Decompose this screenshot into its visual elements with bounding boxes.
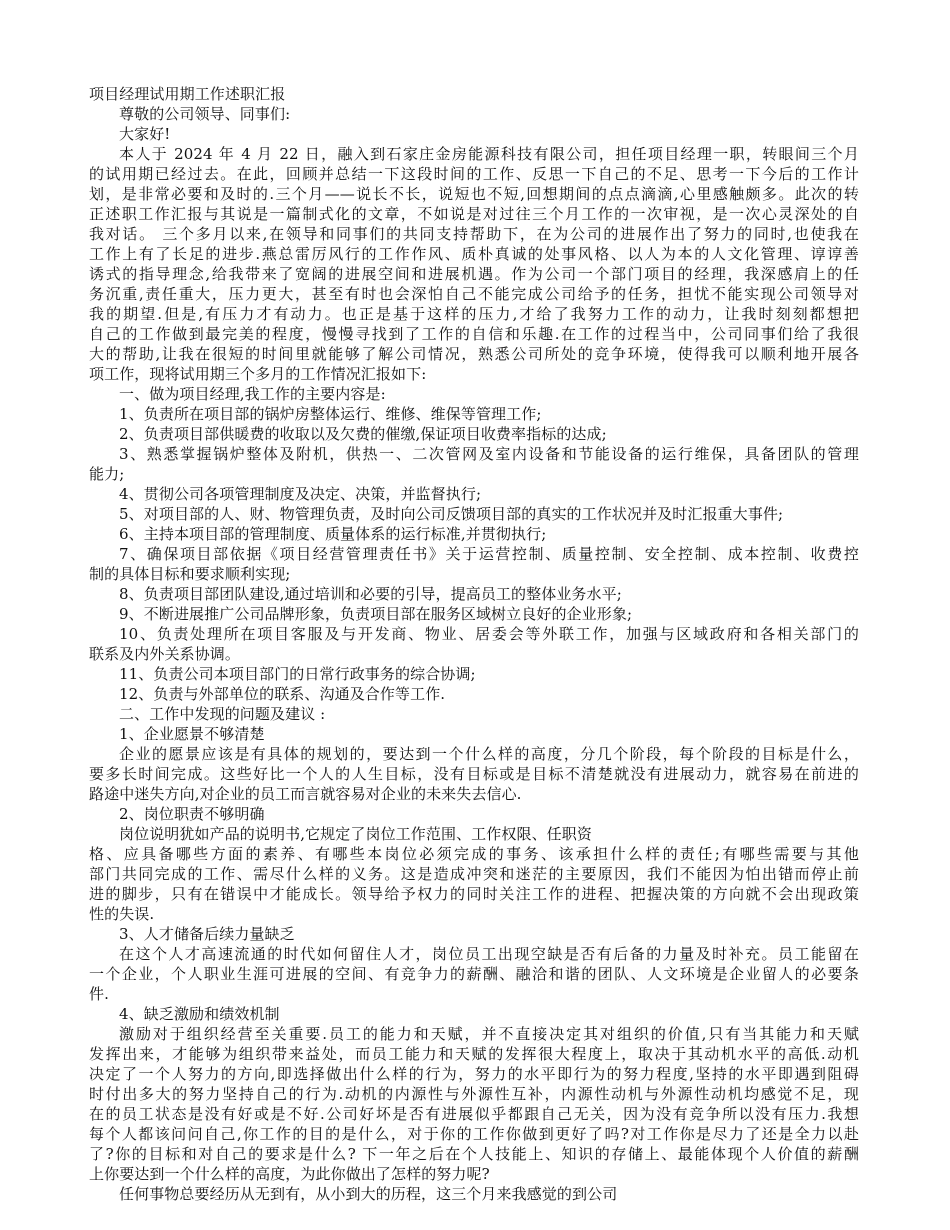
text-line: 路途中迷失方向,对企业的员工而言就容易对企业的未来失去信心. [89,785,522,803]
text-line: 11、负责公司本项目部门的日常行政事务的综合协调; [119,665,476,683]
text-line: 发挥出来，才能够为组织带来益处，而员工能力和天赋的发挥很大程度上，取决于其动机水平的高低.动机 [89,1045,859,1063]
text-line: 企业的愿景应该是有具体的规划的，要达到一个什么样的高度，分几个阶段，每个阶段的目标是什么， [119,745,859,763]
text-line: 诱式的指导理念,给我带来了宽阔的进展空间和进展机遇。作为公司一个部门项目的经理，我深感肩上的任 [89,265,859,283]
text-line: 格、应具备哪些方面的素养、有哪些本岗位必须完成的事务、该承担什么样的责任;有哪些需要与其他 [89,845,859,863]
text-line: 一、做为项目经理,我工作的主要内容是: [119,385,386,403]
text-line: 件. [89,985,109,1003]
text-line: 我的期望.但是,有压力才有动力。也正是基于这样的压力,才给了我努力工作的动力，让我时刻刻都想把 [89,305,859,323]
text-line: 1、企业愿景不够清楚 [119,725,265,743]
text-line: 5、对项目部的人、财、物管理负责，及时向公司反馈项目部的真实的工作状况并及时汇报重大事件; [119,505,784,523]
text-line: 一个企业，个人职业生涯可进展的空间、有竞争力的薪酬、融洽和谐的团队、人文环境是企业留人的必要条 [89,965,859,983]
text-line: 每个人都该问问自己,你工作的目的是什么，对于你的工作你做到更好了吗?对工作你是尽力了还是全力以赴 [89,1125,859,1143]
text-line: 制的具体目标和要求顺利实现; [89,565,291,583]
text-line: 4、贯彻公司各项管理制度及决定、决策，并监督执行; [119,485,482,503]
text-line: 了?你的目标和对自己的要求是什么? 下一年之后在个人技能上、知识的存储上、最能体现个人价值的薪酬 [89,1145,859,1163]
text-line: 6、主持本项目部的管理制度、质量体系的运行标准,并贯彻执行; [119,525,547,543]
text-line: 部门共同完成的工作、需尽什么样的义务。这是造成冲突和迷茫的主要原因，我们不能因为怕出错而停止前 [89,865,859,883]
text-line: 9、不断进展推广公司品牌形象，负责项目部在服务区域树立良好的企业形象; [119,605,633,623]
text-line: 4、缺乏激励和绩效机制 [119,1005,280,1023]
text-line: 进的脚步，只有在错误中才能成长。领导给予权力的同时关注工作的进程、把握决策的方向就不会出现政策 [89,885,859,903]
text-line: 尊敬的公司领导、同事们: [119,105,291,123]
text-line: 在这个人才高速流通的时代如何留住人才，岗位员工出现空缺是否有后备的力量及时补充。员工能留在 [119,945,859,963]
text-line: 时付出多大的努力坚持自己的行为.动机的内源性与外源性互补，内源性动机与外源性动机均感觉不足，现 [89,1085,859,1103]
text-line: 务沉重,责任重大，压力更大，甚至有时也会深怕自己不能完成公司给予的任务，担忧不能实现公司领导对 [89,285,859,303]
text-line: 10、负责处理所在项目客服及与开发商、物业、居委会等外联工作，加强与区域政府和各相关部门的 [119,625,859,643]
text-line: 自己的工作做到最完美的程度，慢慢寻找到了工作的自信和乐趣.在工作的过程当中，公司同事们给了我很 [89,325,859,343]
text-line: 上你要达到一个什么样的高度，为此你做出了怎样的努力呢? [89,1165,490,1183]
text-line: 7、确保项目部依据《项目经营管理责任书》关于运营控制、质量控制、安全控制、成本控制、收费控 [119,545,859,563]
text-line: 项工作，现将试用期三个多月的工作情况汇报如下: [89,365,427,383]
text-line: 决定了一个人努力的方向,即选择做出什么样的行为，努力的水平即行为的努力程度,坚持的水平即遇到阻碍 [89,1065,859,1083]
text-line: 2、负责项目部供暖费的收取以及欠费的催缴,保证项目收费率指标的达成; [119,425,607,443]
text-line: 1、负责所在项目部的锅炉房整体运行、维修、维保等管理工作; [119,405,542,423]
text-line: 大的帮助,让我在很短的时间里就能够了解公司情况，熟悉公司所处的竞争环境，使得我可以顺利地开展各 [89,345,859,363]
text-line: 2、岗位职责不够明确 [119,805,265,823]
text-line: 能力; [89,465,125,483]
text-line: 我对话。 三个多月以来,在领导和同事们的共同支持帮助下，在为公司的进展作出了努力的同时,也使我在 [89,225,859,243]
text-line: 本人于 2024 年 4 月 22 日，融入到石家庄金房能源科技有限公司，担任项目经理一职，转眼间三个月 [119,145,859,163]
document-body [89,84,859,1204]
text-line: 大家好! [119,125,171,143]
document-title: 项目经理试用期工作述职汇报 [89,85,286,103]
text-line: 在的员工状态是没有好或是不好.公司好坏是否有进展似乎都跟自己无关，因为没有竞争所以没有压力.我想 [89,1105,859,1123]
text-line: 联系及内外关系协调。 [89,645,241,663]
text-line: 的试用期已经过去。在此，回顾并总结一下这段时间的工作、反思一下自己的不足、思考一下今后的工作计 [89,165,859,183]
text-line: 岗位说明犹如产品的说明书,它规定了岗位工作范围、工作权限、任职资 [119,825,592,843]
text-line: 激励对于组织经营至关重要.员工的能力和天赋，并不直接决定其对组织的价值,只有当其能力和天赋 [119,1025,859,1043]
text-line: 任何事物总要经历从无到有，从小到大的历程，这三个月来我感觉的到公司 [119,1185,618,1203]
text-line: 8、负责项目部团队建设,通过培训和必要的引导，提高员工的整体业务水平; [119,585,622,603]
text-line: 12、负责与外部单位的联系、沟通及合作等工作. [119,685,446,703]
text-line: 二、工作中发现的问题及建议 : [119,705,326,723]
text-line: 3、熟悉掌握锅炉整体及附机，供热一、二次管网及室内设备和节能设备的运行维保，具备团队的管理 [119,445,859,463]
text-line: 正述职工作汇报与其说是一篇制式化的文章，不如说是对过往三个月工作的一次审视，是一次心灵深处的自 [89,205,859,223]
text-line: 划，是非常必要和及时的.三个月——说长不长，说短也不短,回想期间的点点滴滴,心里感触颇多。此次的转 [89,185,859,203]
text-line: 性的失误. [89,905,155,923]
text-line: 3、人才储备后续力量缺乏 [119,925,295,943]
text-line: 工作上有了长足的进步.燕总雷厉风行的工作作风、质朴真诚的处事风格、以人为本的人文化管理、谆谆善 [89,245,859,263]
text-line: 要多长时间完成。这些好比一个人的人生目标，没有目标或是目标不清楚就没有进展动力，就容易在前进的 [89,765,859,783]
